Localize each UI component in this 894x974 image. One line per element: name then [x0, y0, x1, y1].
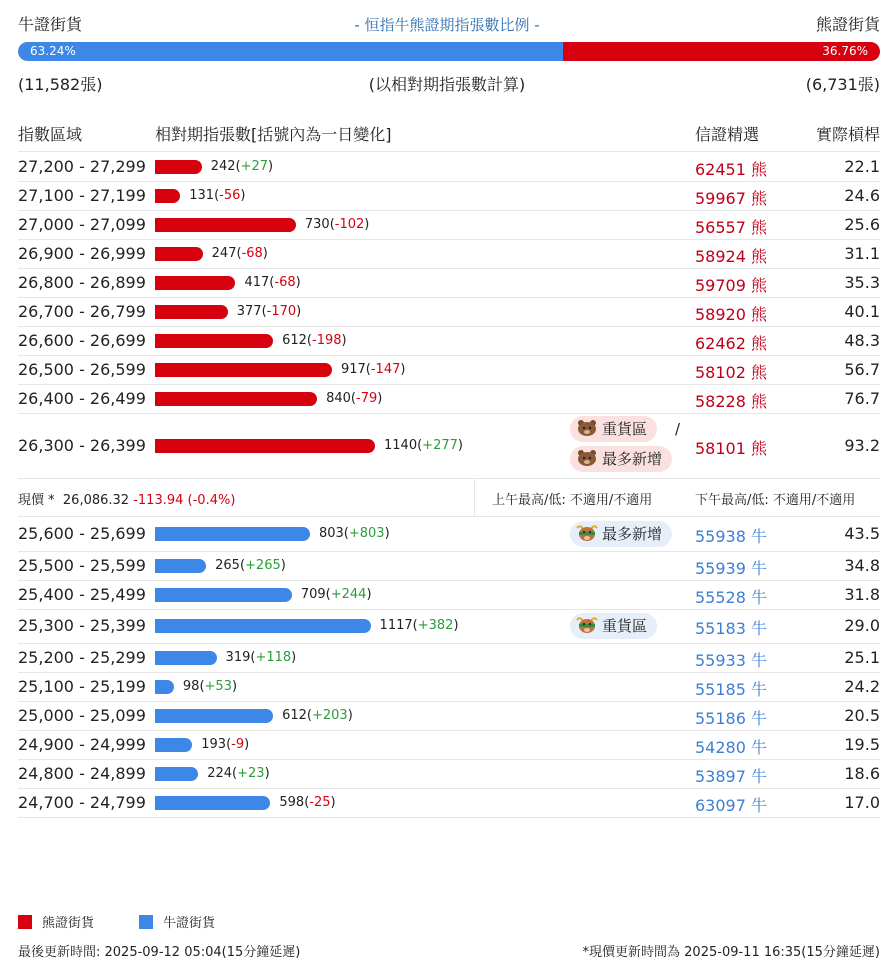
- tag-label: 最多新增: [602, 525, 663, 543]
- qty-value: 917: [340, 361, 366, 377]
- qty-bracket: (: [269, 274, 275, 290]
- bear-row: [18, 152, 880, 182]
- index-range: 25,400 - 25,499: [18, 584, 146, 604]
- bull-qty-bar: [155, 796, 270, 810]
- qty-bracket: ): [264, 765, 270, 781]
- qty-bracket: ): [244, 736, 250, 752]
- index-range: 25,500 - 25,599: [18, 555, 146, 575]
- bear-qty-bar: [155, 334, 273, 348]
- qty-bracket: ): [366, 586, 372, 602]
- bear-row: [18, 210, 880, 240]
- column-header-qty: 相對期指張數[括號內為一日變化]: [155, 125, 392, 144]
- qty-bracket: ): [240, 187, 246, 203]
- qty-change: -170: [266, 303, 297, 319]
- index-range: 26,700 - 26,799: [18, 301, 146, 321]
- effective-gearing: 34.8: [844, 555, 880, 575]
- bear-qty-bar: [155, 218, 296, 232]
- qty-bracket: (: [235, 158, 241, 174]
- index-range: 26,900 - 26,999: [18, 243, 146, 263]
- qty-bracket: (: [412, 618, 418, 633]
- qty-label: [301, 587, 372, 602]
- effective-gearing: 24.2: [844, 676, 880, 696]
- qty-bracket: ): [295, 274, 301, 290]
- bull-tag: [570, 521, 672, 547]
- bull-header-label: 牛證街貨: [18, 15, 83, 34]
- bull-row: [18, 609, 880, 644]
- bear-warrant-code[interactable]: 62462 熊: [695, 333, 767, 353]
- index-range: 24,800 - 24,899: [18, 763, 146, 783]
- bear-qty-bar: [155, 439, 375, 453]
- index-range: 26,400 - 26,499: [18, 388, 146, 408]
- qty-bracket: ): [296, 303, 302, 319]
- legend-bull-swatch: [139, 915, 153, 929]
- qty-change: -68: [274, 274, 296, 290]
- index-range: 26,800 - 26,899: [18, 272, 146, 292]
- legend-bull-label: 牛證街貨: [163, 916, 216, 931]
- bull-qty-bar: [155, 709, 273, 723]
- count-note: (以相對期指張數計算): [368, 75, 526, 94]
- qty-change: +23: [237, 765, 265, 781]
- qty-bracket: (: [343, 526, 349, 541]
- bull-qty-bar: [155, 767, 198, 781]
- bear-count: (6,731張): [805, 75, 880, 94]
- qty-change: -102: [334, 216, 365, 232]
- qty-label: [183, 679, 237, 694]
- qty-bracket: (: [226, 736, 232, 752]
- effective-gearing: 31.8: [844, 584, 880, 604]
- qty-label: [215, 558, 286, 573]
- qty-bracket: ): [231, 678, 238, 694]
- qty-bracket: ): [268, 158, 274, 174]
- legend-bull: [139, 912, 215, 931]
- tag-label: 最多新增: [602, 450, 663, 468]
- effective-gearing: 24.6: [844, 185, 880, 205]
- bull-qty-bar: [155, 527, 310, 541]
- index-range: 25,200 - 25,299: [18, 647, 146, 667]
- qty-bracket: ): [377, 390, 383, 406]
- tag-separator: /: [675, 420, 681, 438]
- qty-value: 612: [282, 332, 307, 348]
- qty-bracket: ): [330, 794, 336, 810]
- bull-count: (11,582張): [18, 75, 103, 94]
- bull-row: [18, 672, 880, 702]
- bear-header-label: 熊證街貨: [815, 15, 880, 34]
- qty-label: [212, 246, 268, 261]
- qty-change: -68: [241, 245, 263, 261]
- column-header-range: 指數區域: [18, 125, 83, 144]
- bear-row: [18, 355, 880, 385]
- qty-value: 224: [207, 765, 233, 781]
- bear-row: [18, 268, 880, 298]
- index-range: 27,200 - 27,299: [18, 156, 146, 176]
- bear-icon: [576, 449, 598, 467]
- qty-change: +277: [422, 437, 458, 453]
- qty-bracket: ): [364, 216, 370, 232]
- bear-warrant-code[interactable]: 59967 熊: [695, 188, 767, 208]
- bull-row: [18, 643, 880, 673]
- qty-value: 98: [182, 678, 200, 694]
- bear-qty-bar: [155, 392, 317, 406]
- qty-label: [326, 391, 382, 406]
- qty-bracket: ): [280, 557, 286, 573]
- index-range: 25,600 - 25,699: [18, 524, 146, 543]
- qty-label: [282, 708, 353, 723]
- spot-divider: [474, 479, 475, 516]
- am-high-low: 上午最高/低: 不適用/不適用: [492, 493, 653, 508]
- effective-gearing: 18.6: [844, 763, 880, 783]
- index-range: 24,700 - 24,799: [18, 792, 146, 812]
- effective-gearing: 31.1: [844, 243, 880, 263]
- spot-updated: *現價更新時間為 2025-09-11 16:35(15分鐘延遲): [582, 945, 880, 960]
- qty-value: 193: [201, 736, 227, 752]
- bear-warrant-code[interactable]: 59709 熊: [695, 275, 767, 295]
- index-range: 25,100 - 25,199: [18, 676, 146, 696]
- qty-change: -198: [312, 332, 342, 348]
- qty-value: 840: [326, 390, 351, 406]
- qty-label: [201, 737, 249, 752]
- effective-gearing: 22.1: [844, 156, 880, 176]
- bear-warrant-code[interactable]: 62451 熊: [695, 159, 767, 179]
- qty-bracket: (: [325, 586, 331, 602]
- pm-high-low: 下午最高/低: 不適用/不適用: [695, 493, 856, 508]
- qty-change: -56: [219, 187, 241, 203]
- bull-warrant-code[interactable]: 54280 牛: [695, 737, 767, 757]
- index-range: 26,500 - 26,599: [18, 359, 146, 379]
- bull-warrant-code[interactable]: 55183 牛: [695, 619, 767, 638]
- bull-qty-bar: [155, 619, 371, 633]
- bull-warrant-code[interactable]: 55185 牛: [695, 679, 767, 699]
- index-range: 27,000 - 27,099: [18, 214, 146, 234]
- spot-label: 現價 *: [18, 493, 55, 508]
- spot-price-row: [18, 479, 880, 517]
- qty-value: 709: [300, 586, 326, 602]
- bull-warrant-code[interactable]: 55528 牛: [695, 587, 767, 607]
- bull-icon: [576, 616, 598, 634]
- bear-qty-bar: [155, 305, 228, 319]
- qty-bracket: (: [250, 649, 256, 665]
- qty-change: -147: [370, 361, 401, 377]
- qty-change: +244: [330, 586, 367, 602]
- bear-qty-bar: [155, 363, 332, 377]
- bear-row: [18, 326, 880, 356]
- bear-warrant-code[interactable]: 58102 熊: [695, 362, 767, 382]
- index-range: 26,600 - 26,699: [18, 330, 146, 350]
- qty-bracket: (: [329, 216, 335, 232]
- bear-row: [18, 413, 880, 479]
- effective-gearing: 76.7: [844, 388, 880, 408]
- bull-row: [18, 551, 880, 581]
- bull-warrant-code[interactable]: 55186 牛: [695, 708, 767, 728]
- qty-bracket: ): [347, 707, 353, 723]
- qty-label: [282, 333, 347, 348]
- most-added-tag: [570, 446, 672, 472]
- qty-bracket: ): [341, 332, 347, 348]
- qty-value: 265: [215, 557, 240, 573]
- legend-bear-swatch: [18, 915, 32, 929]
- bull-qty-bar: [155, 559, 206, 573]
- bear-row: [18, 297, 880, 327]
- qty-value: 247: [211, 245, 237, 261]
- effective-gearing: 17.0: [844, 792, 880, 812]
- bear-qty-bar: [155, 247, 203, 261]
- qty-value: 1140: [384, 437, 418, 453]
- bull-row: [18, 701, 880, 731]
- bear-qty-bar: [155, 276, 235, 290]
- qty-bracket: (: [239, 557, 246, 573]
- bear-warrant-code[interactable]: 58101 熊: [695, 438, 767, 458]
- bull-row: [18, 517, 880, 552]
- bull-warrant-code[interactable]: 55939 牛: [695, 558, 767, 578]
- qty-label: [237, 304, 302, 319]
- bear-icon: [576, 419, 598, 437]
- index-range: 25,300 - 25,399: [18, 616, 146, 635]
- spot-value: 26,086.32: [62, 493, 130, 508]
- index-range: 26,300 - 26,399: [18, 435, 146, 455]
- bear-warrant-code[interactable]: 58920 熊: [695, 304, 767, 324]
- bull-bear-ratio-bar: [18, 42, 880, 61]
- qty-value: 803: [318, 526, 344, 541]
- bull-warrant-code[interactable]: 63097 牛: [695, 795, 767, 815]
- index-range: 24,900 - 24,999: [18, 734, 146, 754]
- bull-qty-bar: [155, 680, 174, 694]
- qty-label: [384, 438, 463, 453]
- qty-value: 242: [210, 158, 236, 174]
- qty-label: [244, 275, 300, 290]
- page-title: - 恒指牛熊證期指張數比例 -: [354, 16, 540, 34]
- bear-row: [18, 181, 880, 211]
- tag-label: 重貨區: [602, 420, 648, 438]
- bull-warrant-code[interactable]: 53897 牛: [695, 766, 767, 786]
- qty-label: [211, 159, 273, 174]
- legend-bear-label: 熊證街貨: [42, 916, 95, 931]
- qty-change: +382: [417, 618, 454, 633]
- bear-warrant-code[interactable]: 58228 熊: [695, 391, 767, 411]
- effective-gearing: 19.5: [844, 734, 880, 754]
- bear-warrant-code[interactable]: 56557 熊: [695, 217, 767, 237]
- qty-value: 730: [304, 216, 330, 232]
- qty-bracket: (: [350, 390, 356, 406]
- qty-bracket: (: [306, 332, 312, 348]
- qty-bracket: (: [199, 678, 205, 694]
- spot-change: -113.94 (-0.4%): [133, 493, 236, 508]
- qty-label: [319, 526, 390, 541]
- column-header-pick: 信證精選: [695, 125, 760, 144]
- qty-value: 598: [279, 794, 305, 810]
- spot-price: [18, 489, 235, 508]
- index-range: 25,000 - 25,099: [18, 705, 146, 725]
- heavy-zone-tag: [570, 416, 657, 442]
- tag-label: 重貨區: [602, 617, 648, 635]
- bear-ratio-segment: 36.76%: [563, 42, 880, 61]
- qty-bracket: (: [232, 765, 238, 781]
- qty-bracket: (: [365, 361, 371, 377]
- qty-change: -9: [231, 736, 245, 752]
- qty-value: 1117: [379, 618, 413, 633]
- bull-icon: [576, 524, 598, 542]
- qty-change: +803: [348, 526, 385, 541]
- qty-bracket: ): [384, 526, 390, 541]
- bull-qty-bar: [155, 588, 292, 602]
- bull-row: [18, 730, 880, 760]
- qty-label: [226, 650, 297, 665]
- bull-ratio-segment: 63.24%: [18, 42, 563, 61]
- bull-row: [18, 759, 880, 789]
- qty-change: +27: [240, 158, 269, 174]
- qty-bracket: ): [453, 618, 459, 633]
- qty-bracket: ): [262, 245, 268, 261]
- bear-qty-bar: [155, 160, 202, 174]
- qty-change: +203: [312, 707, 348, 723]
- effective-gearing: 20.5: [844, 705, 880, 725]
- qty-label: [305, 217, 370, 232]
- qty-value: 417: [244, 274, 270, 290]
- qty-value: 612: [282, 707, 307, 723]
- qty-bracket: (: [306, 707, 312, 723]
- qty-value: 377: [236, 303, 262, 319]
- qty-change: +265: [245, 557, 281, 573]
- bull-row: [18, 580, 880, 610]
- effective-gearing: 40.1: [844, 301, 880, 321]
- qty-label: [279, 795, 335, 810]
- effective-gearing: 48.3: [844, 330, 880, 350]
- qty-bracket: (: [214, 187, 220, 203]
- qty-bracket: ): [291, 649, 297, 665]
- qty-change: -79: [356, 390, 378, 406]
- qty-bracket: (: [304, 794, 310, 810]
- effective-gearing: 25.6: [844, 214, 880, 234]
- bull-warrant-code[interactable]: 55933 牛: [695, 650, 767, 670]
- effective-gearing: 93.2: [844, 435, 880, 455]
- qty-change: +118: [255, 649, 292, 665]
- effective-gearing: 43.5: [844, 524, 880, 543]
- effective-gearing: 35.3: [844, 272, 880, 292]
- effective-gearing: 56.7: [844, 359, 880, 379]
- qty-bracket: ): [457, 437, 463, 453]
- qty-bracket: (: [261, 303, 267, 319]
- qty-change: +53: [204, 678, 232, 694]
- index-range: 27,100 - 27,199: [18, 185, 146, 205]
- qty-label: [380, 618, 459, 633]
- qty-change: -25: [309, 794, 331, 810]
- qty-bracket: ): [400, 361, 406, 377]
- bear-warrant-code[interactable]: 58924 熊: [695, 246, 767, 266]
- qty-label: [207, 766, 269, 781]
- bull-qty-bar: [155, 651, 217, 665]
- qty-bracket: (: [236, 245, 242, 261]
- column-header-ratio: 實際槓桿: [815, 125, 880, 144]
- effective-gearing: 25.1: [844, 647, 880, 667]
- effective-gearing: 29.0: [844, 616, 880, 635]
- last-updated: 最後更新時間: 2025-09-12 05:04(15分鐘延遲): [18, 945, 301, 960]
- bull-row: [18, 788, 880, 818]
- qty-label: [341, 362, 406, 377]
- bull-warrant-code[interactable]: 55938 牛: [695, 527, 767, 546]
- qty-bracket: (: [417, 437, 423, 453]
- qty-value: 131: [189, 187, 215, 203]
- qty-label: [189, 188, 245, 203]
- qty-value: 319: [225, 649, 251, 665]
- bear-row: [18, 384, 880, 414]
- bear-qty-bar: [155, 189, 180, 203]
- bull-qty-bar: [155, 738, 192, 752]
- bull-tag: [570, 613, 657, 639]
- bear-row: [18, 239, 880, 269]
- legend-bear: [18, 912, 94, 931]
